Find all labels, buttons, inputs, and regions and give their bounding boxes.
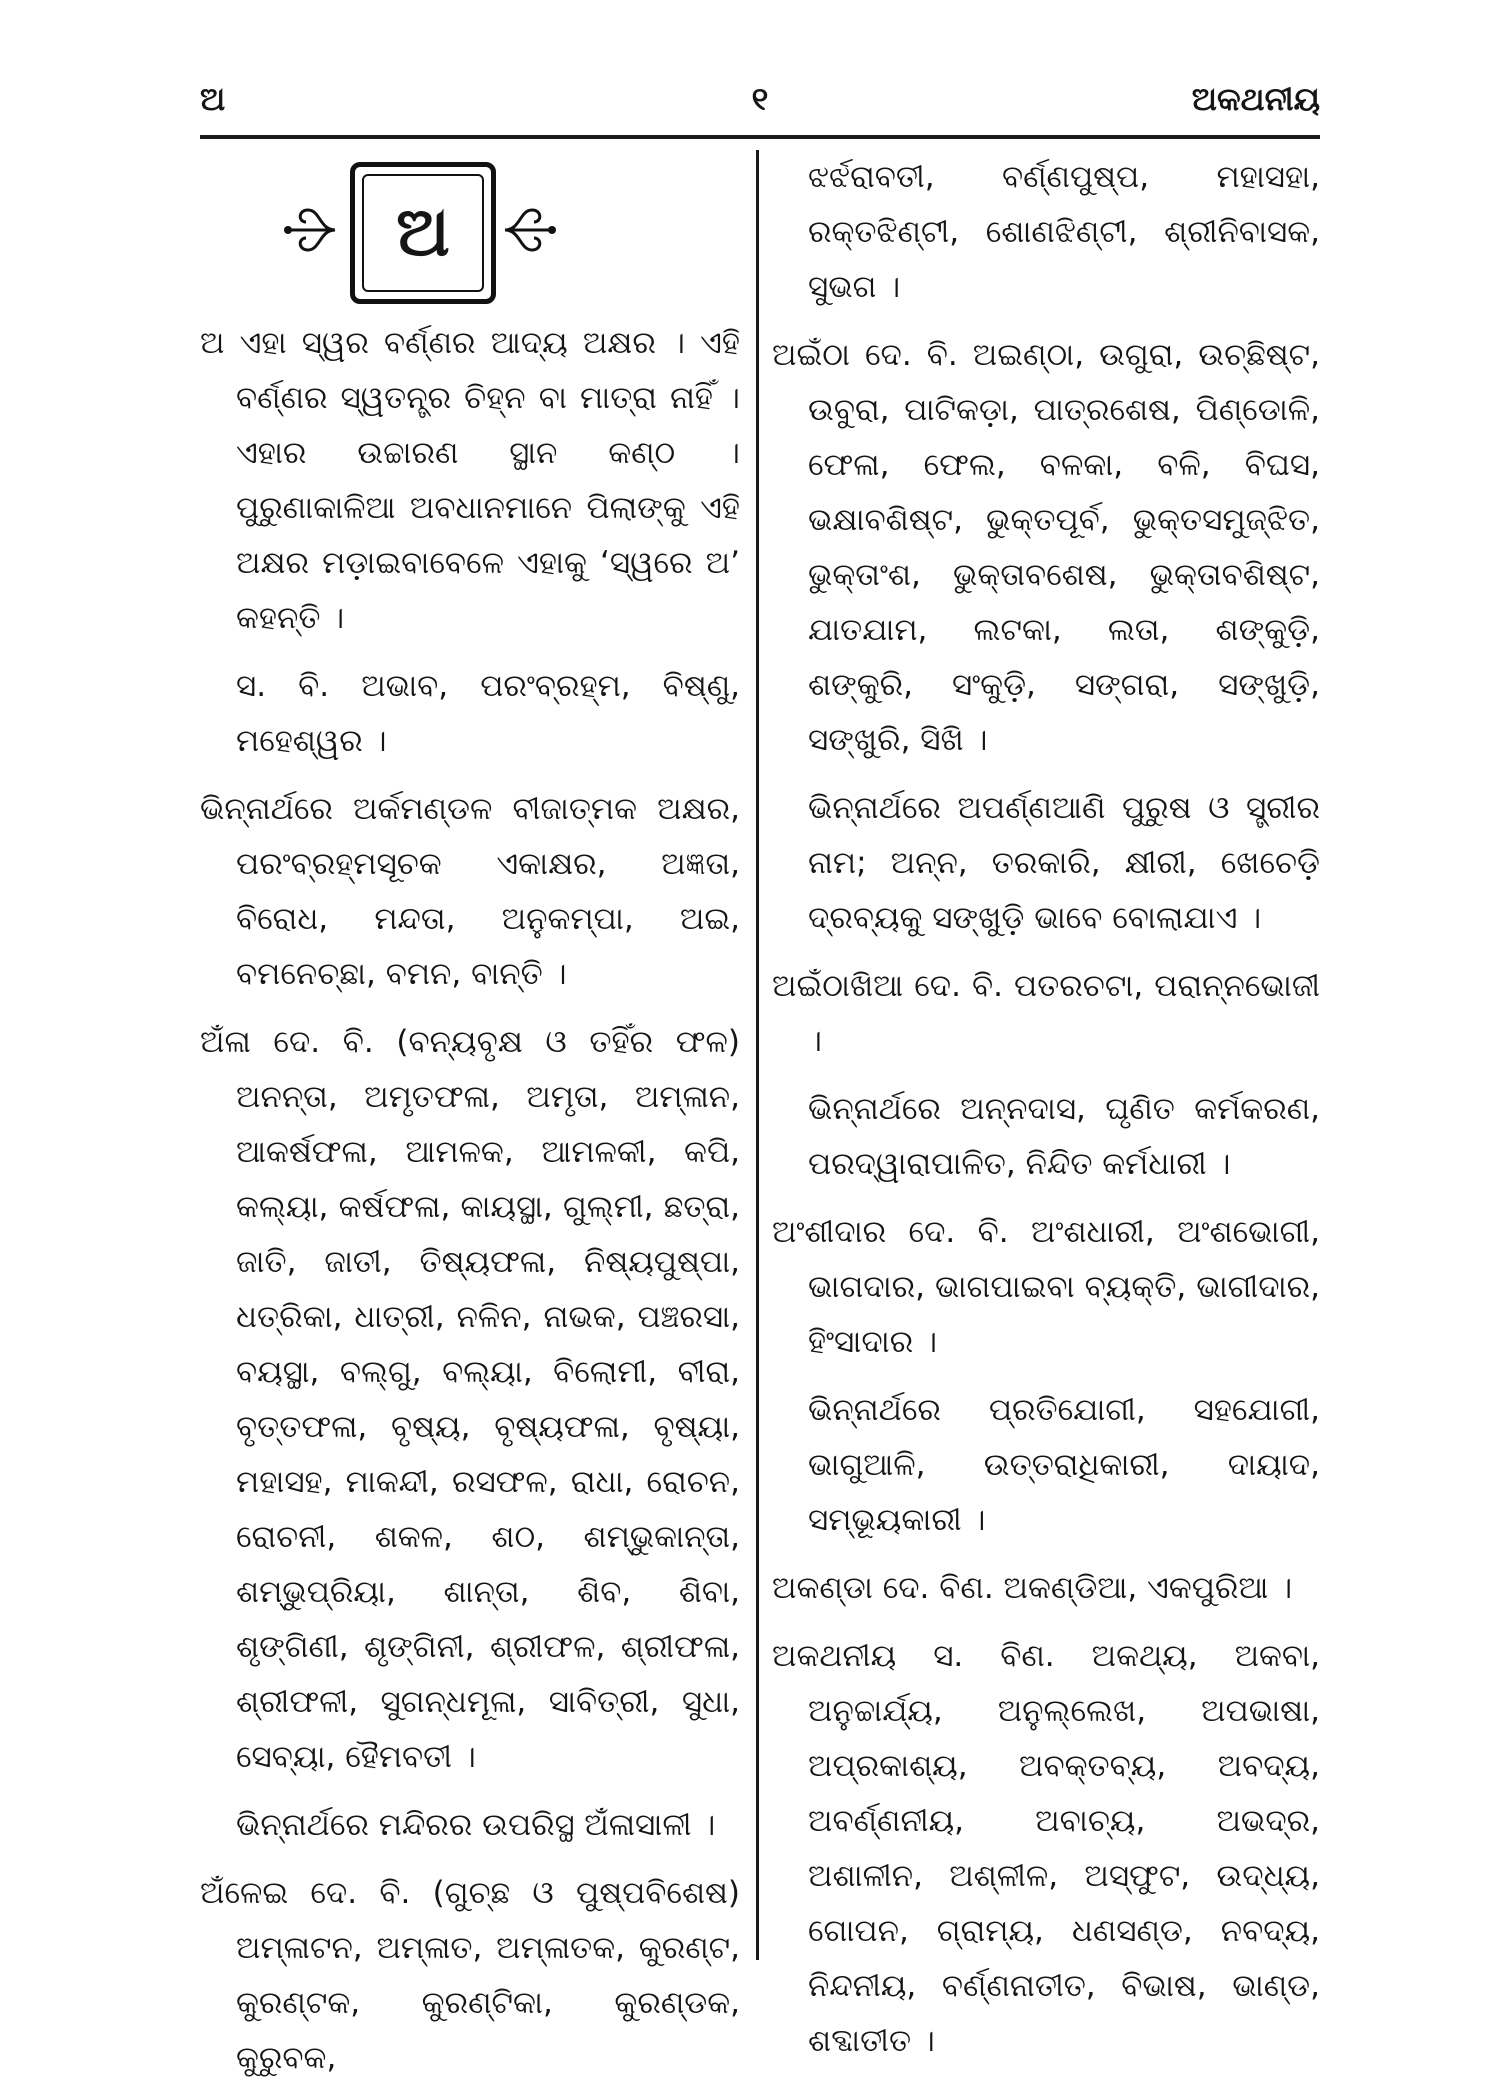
column-divider <box>756 150 759 1960</box>
entry-paragraph: ଅଁଳା ଦେ. ବି. (ବନ୍ୟବୃକ୍ଷ ଓ ତହିଁର ଫଳ) ଅନନ୍ତା, ଅମୃତଫଳା, ଅମୃତା, ଅମ୍ଳାନ, ଆକର୍ଷଫଳା, ଆମଳକ, ଆମଳକୀ, କପି, କଲ୍ୟା, କର୍ଷଫଳା, କାୟସ୍ଥା, ଗୁଲ୍ମୀ, ଛତ୍ରା, ଜାତି, ଜାତୀ, ତିଷ୍ୟଫଳା, ନିଷ୍ୟପୁଷ୍ପା, ଧତ୍ରିକା, ଧାତ୍ରୀ, ନଳିନ, ନାଭକ, ପଞ୍ଚରସା, ବୟସ୍ଥା, ବଲ୍ଗୁ, ବଲ୍ୟା, ବିଲୋମୀ, ବୀରା, ବୃତ୍ତଫଳା, ବୃଷ୍ୟ, ବୃଷ୍ୟଫଳା, ବୃଷ୍ୟା, ମହାସହ, ମାକନ୍ଦୀ, ରସଫଳ, ରାଧା, ରୋଚନ, ରୋଚନୀ, ଶକଳ, ଶଠ, ଶମ୍ଭୁକାନ୍ତା, ଶମ୍ଭୁପ୍ରିୟା, ଶାନ୍ତା, ଶିବ, ଶିବା, ଶୃଙ୍ଗିଣୀ, ଶୃଙ୍ଗିନୀ, ଶ୍ରୀଫଳ, ଶ୍ରୀଫଳା, ଶ୍ରୀଫଳୀ, ସୁଗନ୍ଧମୂଳା, ସାବିତ୍ରୀ, ସୁଧା, ସେବ୍ୟା, ହୈମବତୀ । <box>200 1024 740 1775</box>
entry-paragraph: ସ. ବି. ଅଭାବ, ପରଂବ୍ରହ୍ମ, ବିଷ୍ଣୁ, ମହେଶ୍ୱର । <box>236 668 740 759</box>
page-number: ୧ <box>751 80 769 118</box>
entry-paragraph: ଭିନ୍ନାର୍ଥରେ ପ୍ରତିଯୋଗୀ, ସହଯୋଗୀ, ଭାଗୁଆଳି, ଉତ୍ତରାଧିକାରୀ, ଦାୟାଦ, ସମ୍ଭୂୟକାରୀ । <box>808 1392 1320 1538</box>
header-rule <box>200 135 1320 139</box>
entry-paragraph: ଅଂଶୀଦାର ଦେ. ବି. ଅଂଶଧାରୀ, ଅଂଶଭୋଗୀ, ଭାଗଦାର, ଭାଗପାଇବା ବ୍ୟକ୍ତି, ଭାଗୀଦାର, ହିଂସାଦାର । <box>772 1214 1320 1360</box>
page-header <box>200 80 1320 130</box>
entry-paragraph: ଅଇଁଠାଖିଆ ଦେ. ବି. ପତରଚଟା, ପରାନ୍ନଭୋଜୀ । <box>772 968 1320 1059</box>
entry-paragraph: ଭିନ୍ନାର୍ଥରେ ଅନ୍ନଦାସ, ଘୃଣିତ କର୍ମକରଣ, ପରଦ୍ୱାରାପାଳିତ, ନିନ୍ଦିତ କର୍ମଧାରୀ । <box>808 1091 1320 1182</box>
header-guide-word: ଅକଥନୀୟ <box>1191 80 1320 118</box>
entry-paragraph: ଭିନ୍ନାର୍ଥରେ ମନ୍ଦିରର ଉପରିସ୍ଥ ଅଁଳାସାଳୀ । <box>236 1807 716 1843</box>
entry-paragraph: ଅ ଏହା ସ୍ୱର ବର୍ଣ୍ଣର ଆଦ୍ୟ ଅକ୍ଷର । ଏହି ବର୍ଣ୍ଣର ସ୍ୱତନ୍ତ୍ର ଚିହ୍ନ ବା ମାତ୍ରା ନାହିଁ । ଏହାର ଉଚ୍ଚାରଣ ସ୍ଥାନ କଣ୍ଠ । ପୁରୁଣାକାଳିଆ ଅବଧାନମାନେ ପିଲାଙ୍କୁ ଏହି ଅକ୍ଷର ମଡ଼ାଇବାବେଳେ ଏହାକୁ ‘ସ୍ୱରେ ଅ’ କହନ୍ତି । <box>200 325 740 636</box>
letter-badge <box>350 162 496 304</box>
entry-paragraph: ଭିନ୍ନାର୍ଥରେ ଅପର୍ଣ୍ଣଆଣି ପୁରୁଷ ଓ ସ୍ତ୍ରୀର ନାମ; ଅନ୍ନ, ତରକାରି, କ୍ଷୀରୀ, ଖେଚେଡ଼ି ଦ୍ରବ୍ୟକୁ ସଙ୍ଖୁଡ଼ି ଭାବେ ବୋଲାଯାଏ । <box>808 790 1320 936</box>
entry-paragraph: ଅକଣ୍ଡା ଦେ. ବିଣ. ଅକଣ୍ଡିଆ, ଏକପୁରିଆ । <box>772 1570 1293 1606</box>
header-section-letter: ଅ <box>200 80 226 118</box>
letter-badge-ornament <box>200 150 740 310</box>
entry-paragraph: ଅଇଁଠା ଦେ. ବି. ଅଇଣ୍ଠା, ଉଗୁରା, ଉଚ୍ଛିଷ୍ଟ, ଉବୁରା, ପାଟିକଡ଼ା, ପାତ୍ରଶେଷ, ପିଣ୍ଡୋଳି, ଫେଳା, ଫେଲ, ବଳକା, ବଳି, ବିଘସ, ଭକ୍ଷାବଶିଷ୍ଟ, ଭୁକ୍ତପୂର୍ବ, ଭୁକ୍ତସମୁଜ୍ଝିତ, ଭୁକ୍ତାଂଶ, ଭୁକ୍ତାବଶେଷ, ଭୁକ୍ତାବଶିଷ୍ଟ, ଯାତଯାମ, ଲଟକା, ଲତା, ଶଙ୍କୁଡ଼ି, ଶଙ୍କୁରି, ସଂକୁଡ଼ି, ସଙ୍ଗରା, ସଙ୍ଖୁଡ଼ି, ସଙ୍ଖୁରି, ସିଖି । <box>772 337 1320 758</box>
entry-paragraph: ଅକଥନୀୟ ସ. ବିଣ. ଅକଥ୍ୟ, ଅକବା, ଅନୁଚ୍ଚାର୍ଯ୍ୟ, ଅନୁଲ୍ଲେଖ, ଅପଭାଷା, ଅପ୍ରକାଶ୍ୟ, ଅବକ୍ତବ୍ୟ, ଅବଦ୍ୟ, ଅବର୍ଣ୍ଣନୀୟ, ଅବାଚ୍ୟ, ଅଭଦ୍ର, ଅଶାଳୀନ, ଅଶ୍ଳୀଳ, ଅସ୍ଫୁଟ, ଉଦ୍ଧ୍ୟ, ଗୋପନ, ଗ୍ରାମ୍ୟ, ଧଣସଣ୍ଡ, ନବଦ୍ୟ, ନିନ୍ଦନୀୟ, ବର୍ଣ୍ଣନାତୀତ, ବିଭାଷ, ଭାଣ୍ଡ, ଶବ୍ଦାତୀତ । <box>772 1638 1320 2059</box>
left-column <box>200 150 740 2099</box>
right-column <box>772 150 1320 2082</box>
badge-letter: ଅ <box>362 174 484 292</box>
entry-paragraph: ଅଁଳେଇ ଦେ. ବି. (ଗୁଚ୍ଛ ଓ ପୁଷ୍ପବିଶେଷ) ଅମ୍ଳାଟନ, ଅମ୍ଳାତ, ଅମ୍ଳାତକ, କୁରଣ୍ଟ, କୁରଣ୍ଟକ, କୁରଣ୍ଟିକା, କୁରଣ୍ଡକ, କୁରୁବକ, <box>200 1875 740 2076</box>
entry-paragraph: ଝର୍ଝରାବତୀ, ବର୍ଣ୍ଣପୁଷ୍ପ, ମହାସହା, ରକ୍ତଝିଣ୍ଟୀ, ଶୋଣଝିଣ୍ଟୀ, ଶ୍ରୀନିବାସକ, ସୁଭଗ । <box>808 159 1320 305</box>
scroll-ornament-right-icon <box>500 190 560 270</box>
scroll-ornament-left-icon <box>280 190 340 270</box>
entry-paragraph: ଭିନ୍ନାର୍ଥରେ ଅର୍କମଣ୍ଡଳ ବୀଜାତ୍ମକ ଅକ୍ଷର, ପରଂବ୍ରହ୍ମସୂଚକ ଏକାକ୍ଷର, ଅଜ୍ଞତା, ବିରୋଧ, ମନ୍ଦତା, ଅନୁକମ୍ପା, ଅଇ, ବମନେଚ୍ଛା, ବମନ, ବାନ୍ତି । <box>200 791 740 992</box>
